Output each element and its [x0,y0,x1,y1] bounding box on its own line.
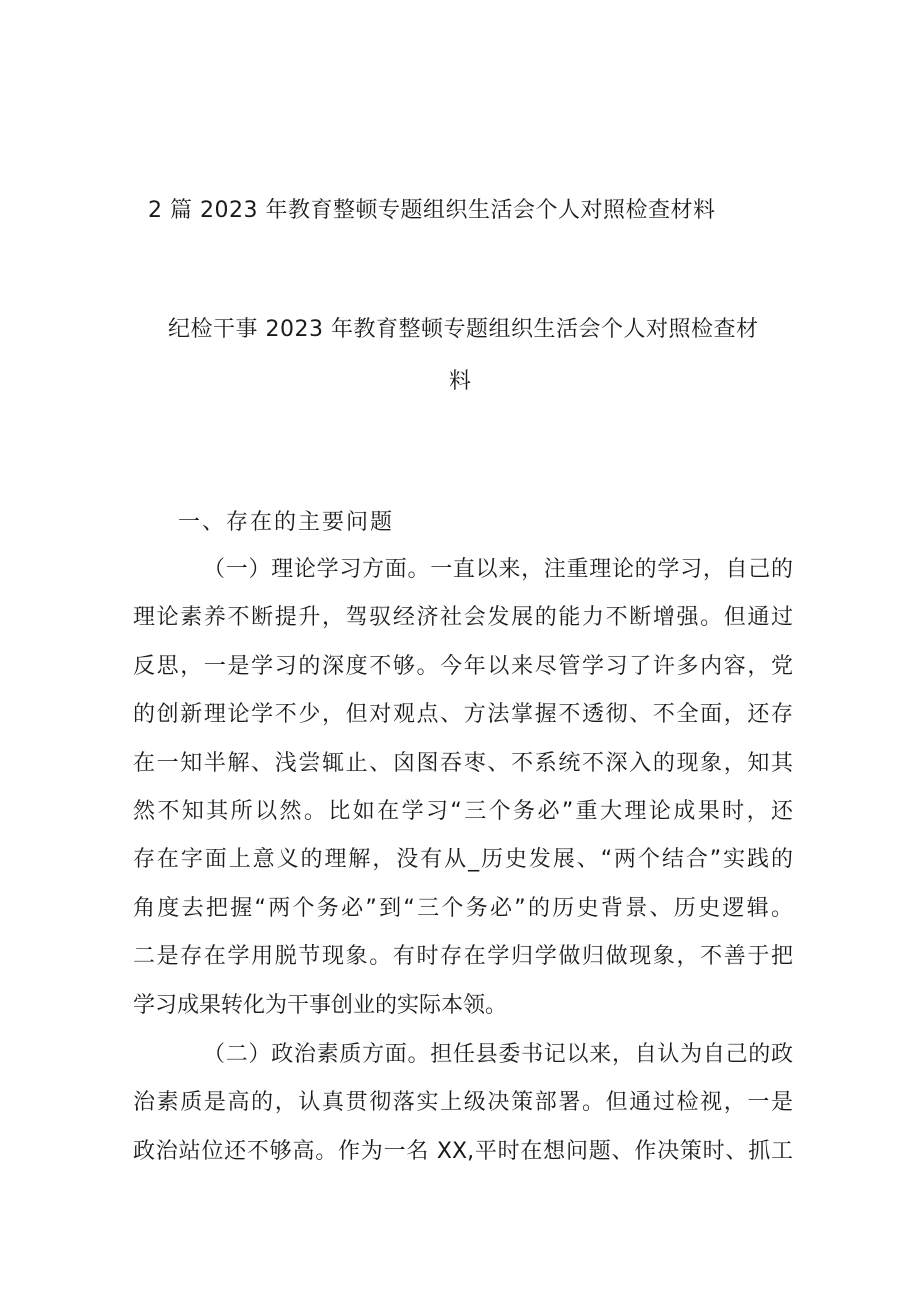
document-subtitle-line-2: 料 [448,369,471,394]
paragraph-line: 反思，一是学习的深度不够。今年以来尽管学习了许多内容，党 [133,653,793,679]
document-subtitle-line-1: 纪检干事 2023 年教育整顿专题组织生活会个人对照检查材 [168,317,759,342]
paragraph-theory-study [133,546,793,1030]
paragraph-line: 然不知其所以然。比如在学习“三个务必”重大理论成果时，还 [133,799,793,825]
paragraph-line: 理论素养不断提升，驾驭经济社会发展的能力不断增强。但通过 [133,605,793,631]
paragraph-line: （一）理论学习方面。一直以来，注重理论的学习，自己的 [203,557,793,582]
paragraph-line: （二）政治素质方面。担任县委书记以来，自认为自己的政 [203,1042,793,1067]
paragraph-line: 治素质是高的，认真贯彻落实上级决策部署。但通过检视，一是 [133,1090,793,1116]
section-heading: 一、存在的主要问题 [178,510,395,535]
paragraph-line: 政治站位还不够高。作为一名 XX,平时在想问题、作决策时、抓工 [133,1138,793,1164]
paragraph-line: 二是存在学用脱节现象。有时存在学归学做归做现象，不善于把 [133,944,793,970]
paragraph-line: 存在字面上意义的理解，没有从_历史发展、“两个结合”实践的 [133,847,793,873]
paragraph-line: 的创新理论学不少，但对观点、方法掌握不透彻、不全面，还存 [133,702,793,728]
paragraph-line: 在一知半解、浅尝辄止、囟图吞枣、不系统不深入的现象，知其 [133,750,793,776]
document-title: 2 篇 2023 年教育整顿专题组织生活会个人对照检查材料 [148,198,716,223]
paragraph-line: 学习成果转化为干事创业的实际本领。 [133,992,508,1018]
paragraph-political-quality [133,1031,793,1176]
paragraph-line: 角度去把握“两个务必”到“三个务必”的历史背景、历史逻辑。 [133,895,793,921]
